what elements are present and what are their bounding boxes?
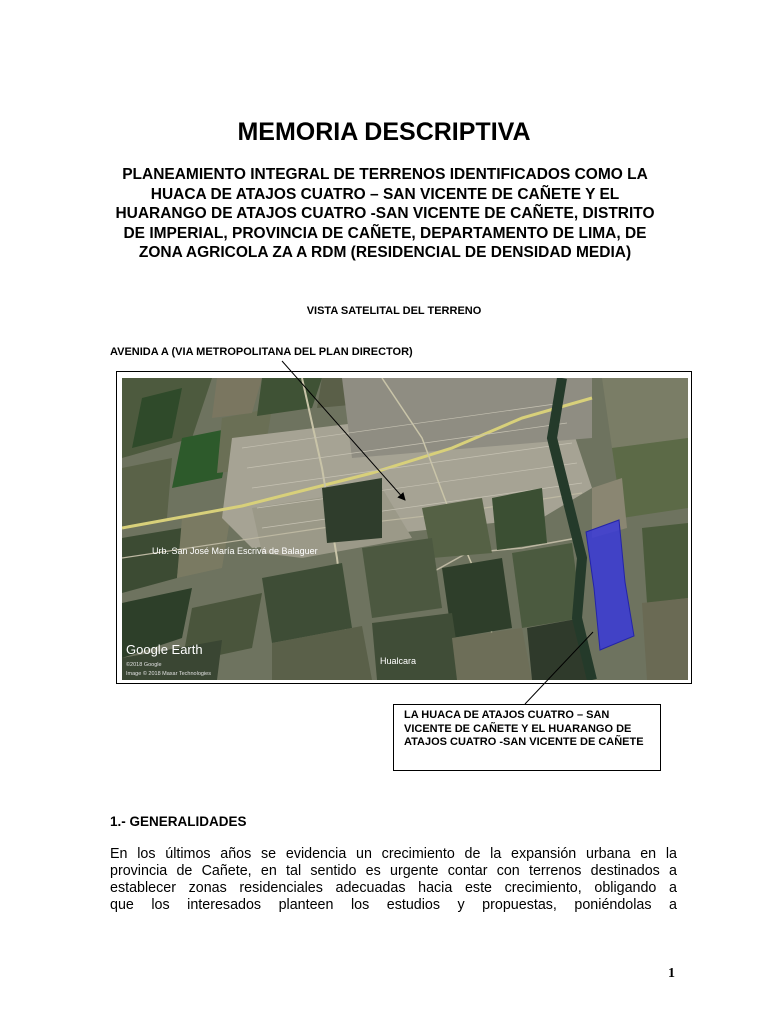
paragraph-line: establecer zonas residenciales adecuadas hacia este crecimiento, obligando a [110,880,677,896]
document-subtitle: PLANEAMIENTO INTEGRAL DE TERRENOS IDENTIFICADOS COMO LA HUACA DE ATAJOS CUATRO – SAN VICENTE DE CAÑETE Y EL HUARANGO DE ATAJOS CUATRO -SAN VICENTE DE CAÑETE, DISTRITO DE IMPERIAL, PROVINCIA DE CAÑETE, DEPARTAMENTO DE LIMA, DE ZONA AGRICOLA ZA A RDM (RESIDENCIAL DE DENSIDAD MEDIA) [115,166,655,261]
section-heading: 1.- GENERALIDADES [110,814,247,829]
paragraph-line: En los últimos años se evidencia un crecimiento de la expansión urbana en la [110,846,677,862]
google-earth-logo: Google Earth [126,642,203,657]
satellite-image [122,378,688,680]
document-title: MEMORIA DESCRIPTIVA [237,118,531,146]
satellite-image-frame [116,371,692,684]
site-callout-box: LA HUACA DE ATAJOS CUATRO – SAN VICENTE DE CAÑETE Y EL HUARANGO DE ATAJOS CUATRO -SAN VICENTE DE CAÑETE [393,704,661,771]
map-copyright-1: ©2018 Google [126,662,162,668]
map-copyright-2: Image © 2018 Maxar Technologies [126,671,211,677]
body-paragraph [110,846,677,914]
avenue-label: AVENIDA A (VIA METROPOLITANA DEL PLAN DIRECTOR) [110,346,413,358]
paragraph-line: que los interesados planteen los estudios y propuestas, poniéndolas a [110,897,677,913]
map-street-label: Urb. San José María Escrivá de Balaguer [152,546,318,556]
page-number: 1 [668,966,675,981]
map-place-label: Hualcara [380,656,417,666]
paragraph-line: provincia de Cañete, en tal sentido es urgente contar con terrenos destinados a [110,863,677,879]
figure-caption: VISTA SATELITAL DEL TERRENO [306,305,482,317]
